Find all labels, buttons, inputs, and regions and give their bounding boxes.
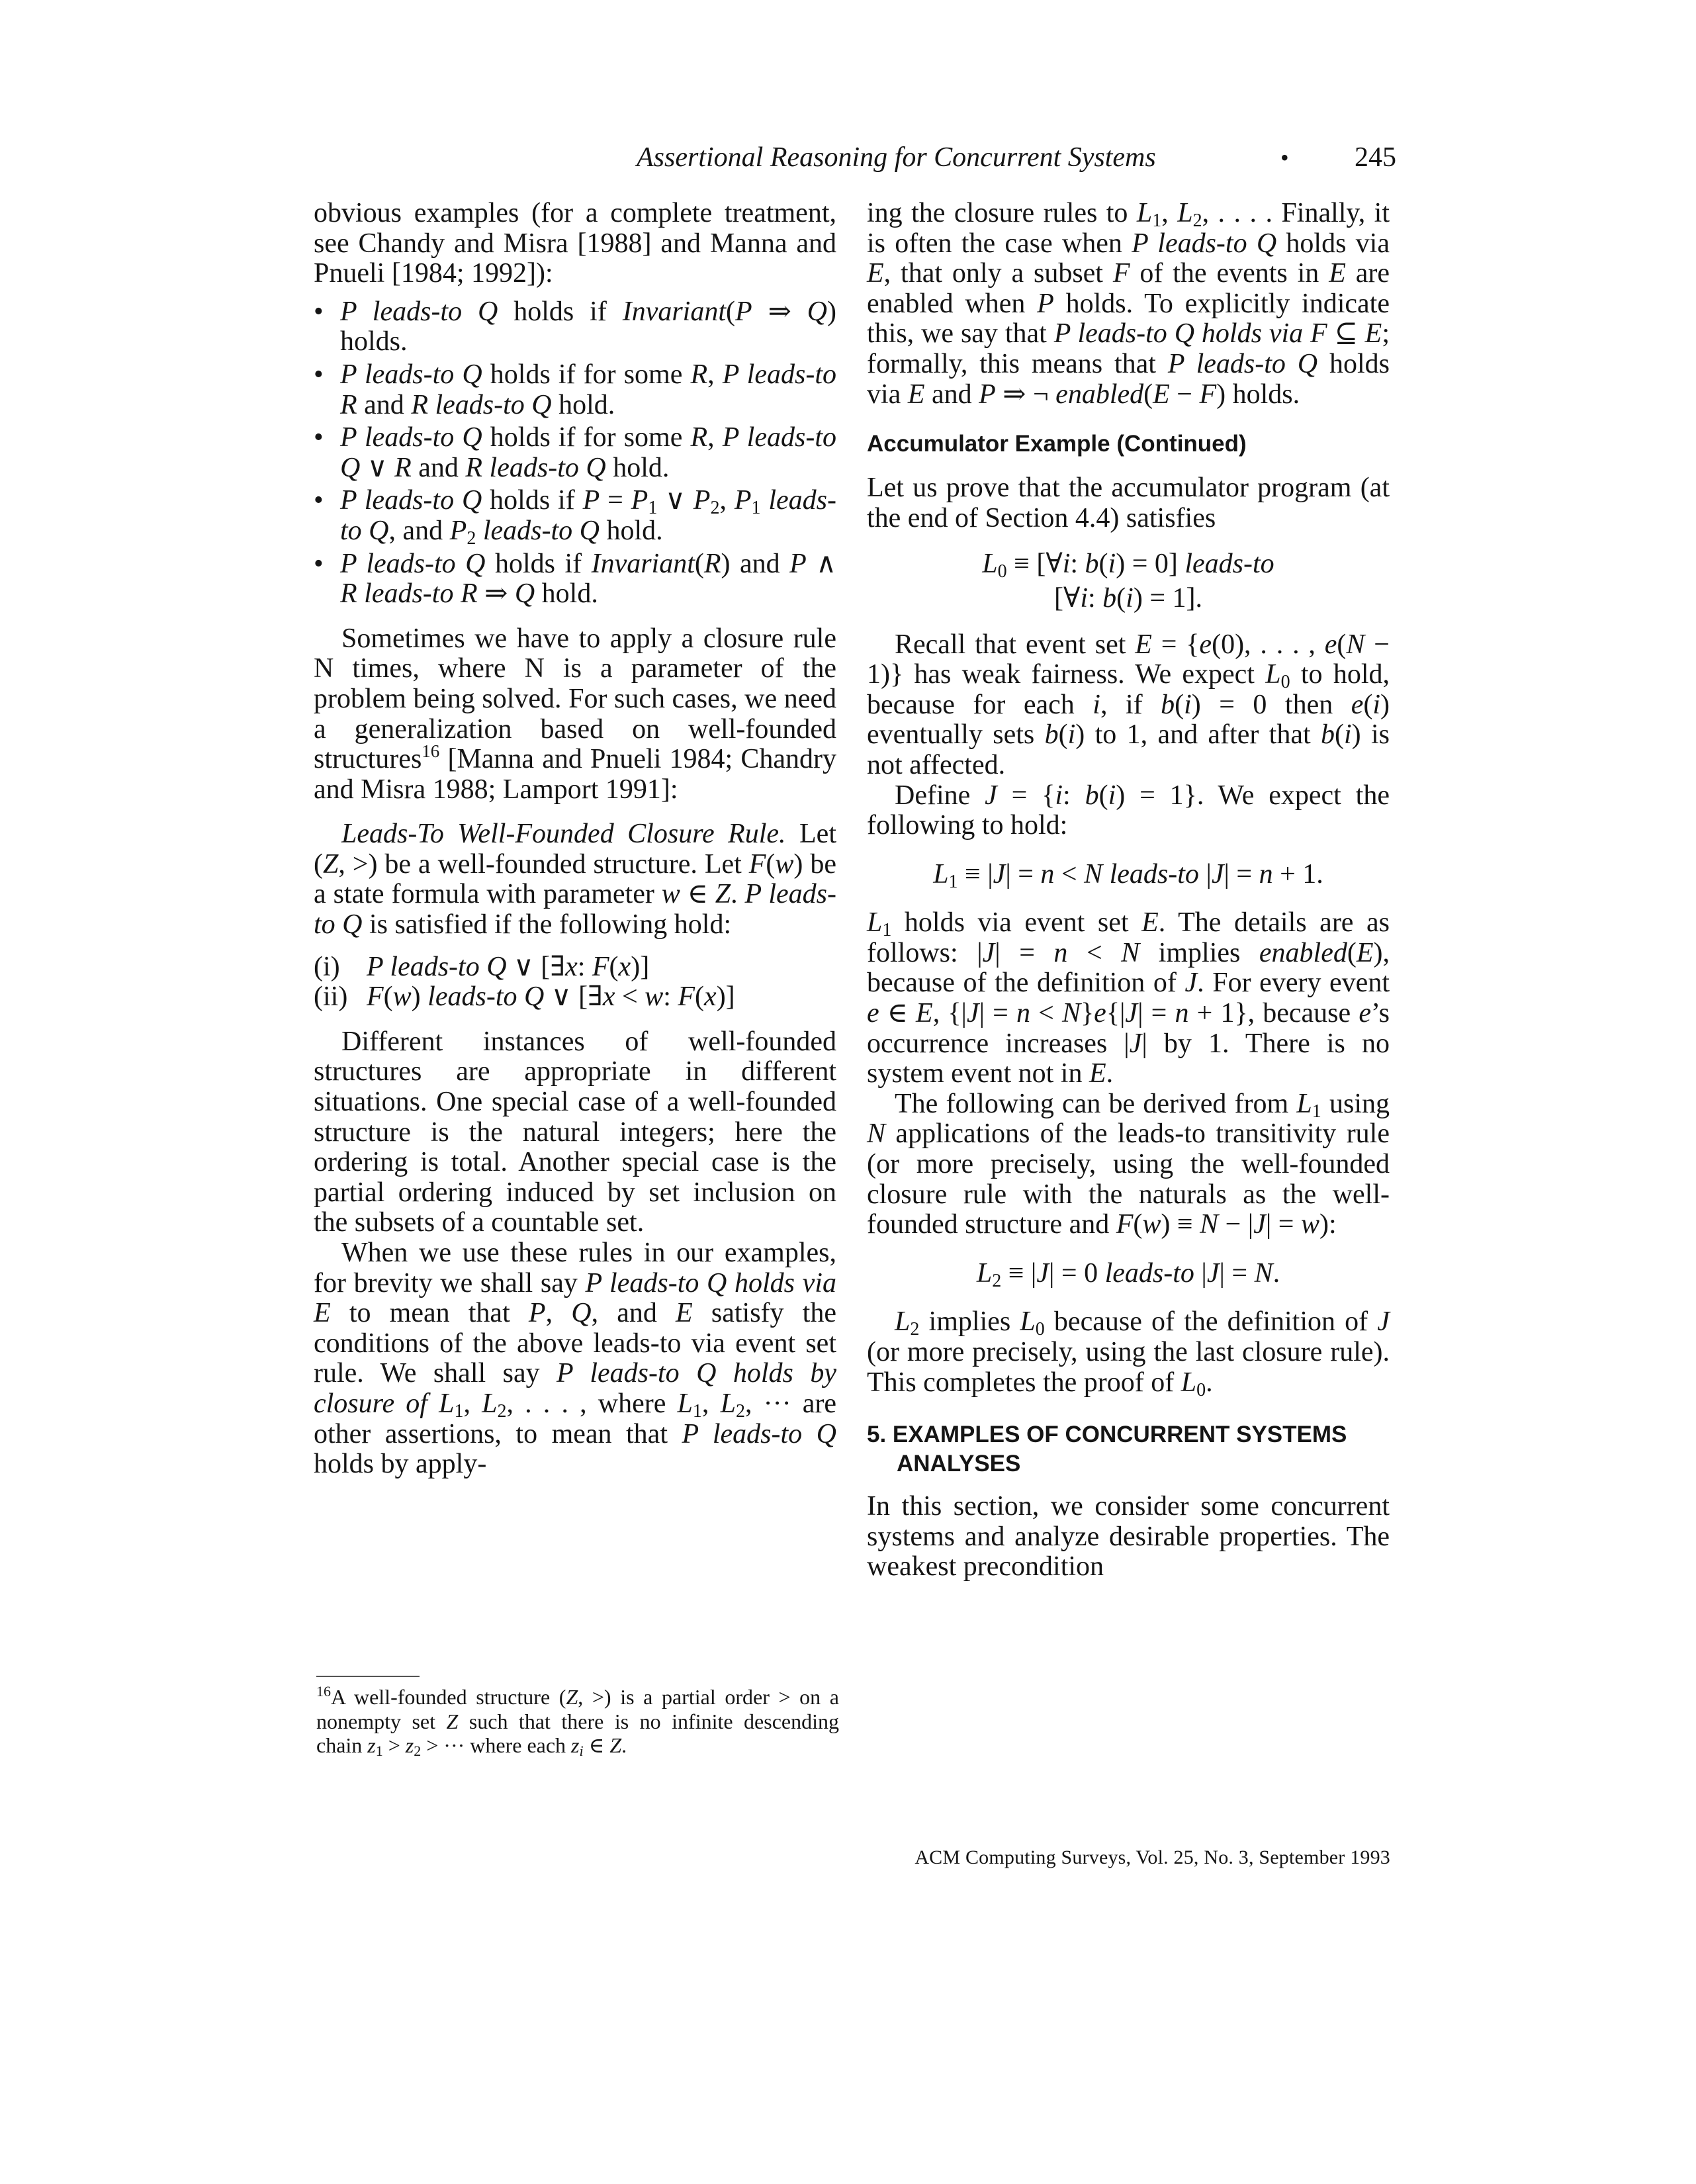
closure-continuation-paragraph: ing the closure rules to $L_1$, $L_2$, . . . . Finally, it is often the case when P leads-to Q holds via E, that only a subset F of the events in E are enabled when P holds. To explicitly indicate this, we say that P leads-to Q holds via F ⊆ E; formally, this means that P leads-to Q holds via E and P ⇒ ¬ enabled(E − F) holds. [867,198,1390,410]
rule-item: • P leads-to Q holds if $P = P_1$ ∨ $P_2$, $P_1$ leads-to Q, and $P_2$ leads-to Q hold. [314,486,836,546]
recall-paragraph: Recall that event set E = {e(0), . . . , e(N − 1)} has weak fairness. We expect $L_0$ to hold, because for each i, if b(i) = 0 then e(i) eventually sets b(i) to 1, and after that b(i) is not affected. [867,629,1390,780]
rule-item: • P leads-to Q holds if for some R, P leads-to Q ∨ R and R leads-to Q hold. [314,423,836,483]
footnote-16: $^{16}$A well-founded structure (Z, >) is a partial order > on a nonempty set Z such that there is no infinite descending chain $z_1 > z_2$ > ··· where each $z_i$ ∈ Z. [316,1683,840,1759]
footnote-divider [316,1676,420,1677]
equation-l2: $L_2 \equiv |J| = 0$ leads-to |J| = N. [976,1257,1280,1291]
rule-title: Leads-To Well-Founded Closure Rule. [341,819,786,850]
page-number: 245 [1355,142,1396,173]
section-5-heading: 5. EXAMPLES OF CONCURRENT SYSTEMS ANALYSES [867,1422,1347,1477]
different-instances-paragraph: Different instances of well-founded structures are appropriate in different situations. One special case of a well-founded structure is the natural integers; here the ordering is total. Another special case is the partial ordering induced by set inclusion on the subsets of a countable set. [314,1026,836,1238]
rule-item: • P leads-to Q holds if for some R, P leads-to R and R leads-to Q hold. [314,360,836,420]
header-bullet: • [1280,144,1289,171]
condition-i: (i) P leads-to Q ∨ [∃x: F(x)] [314,951,650,982]
derivation-paragraph: The following can be derived from $L_1$ using N applications of the leads-to transitivity rule (or more precisely, using the well-founded closure rule with the naturals as the well-founded structure and F(w) ≡ N − |J| = w): [867,1088,1390,1240]
leads-to-rules-list [314,297,836,610]
l2-implies-paragraph: $L_2$ implies $L_0$ because of the definition of J (or more precisely, using the last closure rule). This completes the proof of $L_0$. [867,1306,1390,1400]
journal-footer: ACM Computing Surveys, Vol. 25, No. 3, September 1993 [915,1846,1390,1868]
equation-l0: $L_0$ ≡ [∀i: b(i) = 0] leads-to [∀i: b(i) = 1]. [982,549,1274,614]
section-5-intro: In this section, we consider some concurrent systems and analyze desirable properties. The weakest precondition [867,1491,1390,1582]
closure-rule-paragraph: Leads-To Well-Founded Closure Rule. Let (Z, >) be a well-founded structure. Let F(w) be a state formula with parameter w ∈ Z. P leads-to Q is satisfied if the following hold: [314,819,836,940]
equation-l1: $L_1 \equiv |J| = n < N$ leads-to |J| = n + 1. [933,858,1323,892]
running-header [622,138,1396,177]
define-j-paragraph: Define J = {i: b(i) = 1}. We expect the following to hold: [867,780,1390,841]
closure-conditions [314,952,836,1013]
rule-item: • P leads-to Q holds if Invariant(P ⇒ Q) holds. [314,297,836,357]
brevity-paragraph: When we use these rules in our examples, for brevity we shall say P leads-to Q holds via E to mean that P, Q, and E satisfy the conditions of the above leads-to via event set rule. We shall say P leads-to Q holds by closure of $L_1$, $L_2$, . . . , where $L_1$, $L_2$, ··· are other assertions, to mean that P leads-to Q holds by apply- [314,1238,836,1480]
left-column [314,199,836,1480]
right-column [867,199,1390,1582]
rule-item: • P leads-to Q holds if Invariant(R) and P ∧ R leads-to R ⇒ Q hold. [314,549,836,610]
l1-details-paragraph: $L_1$ holds via event set E. The details are as follows: |J| = n < N implies enabled(E), because of the definition of J. For every event e ∈ E, {|J| = n < N}e{|J| = n + 1}, because e’s occurrence increases |J| by 1. There is no system event not in E. [867,907,1390,1089]
let-us-prove-paragraph: Let us prove that the accumulator program (at the end of Section 4.4) satisfies [867,473,1390,533]
sometimes-paragraph: Sometimes we have to apply a closure rule N times, where N is a parameter of the problem being solved. For such cases, we need a generalization based on well-founded structures$^{16}$ [Manna and Pnueli 1984; Chandry and Misra 1988; Lamport 1991]: [314,623,836,805]
running-title: Assertional Reasoning for Concurrent Systems [637,142,1156,173]
intro-paragraph: obvious examples (for a complete treatment, see Chandy and Misra [1988] and Manna and Pnueli [1984; 1992]): [314,198,836,289]
condition-ii: (ii) F(w) leads-to Q ∨ [∃x < w: F(x)] [314,981,735,1013]
footnote-marker: 16 [422,741,440,762]
accumulator-heading: Accumulator Example (Continued) [867,431,1247,457]
